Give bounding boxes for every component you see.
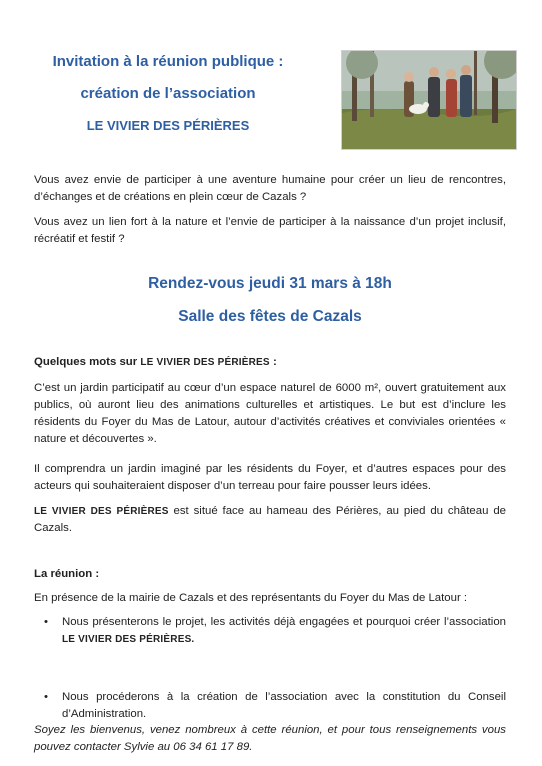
bullet-icon: • — [44, 616, 48, 628]
meeting-bullet-1-name: LE VIVIER DES PÉRIÈRES. — [62, 634, 195, 646]
meeting-bullet-1-text: Nous présenterons le projet, les activités déjà engagées et pourquoi créer l’association — [62, 616, 506, 628]
meeting-bullet-2-text: Nous procéderons à la création de l’association avec la constitution du Conseil d’Administration. — [62, 691, 506, 721]
rendezvous-place: Salle des fêtes de Cazals — [178, 308, 362, 325]
meeting-heading: La réunion : — [34, 568, 100, 580]
meeting-bullet-2 — [34, 689, 506, 723]
about-heading — [34, 354, 506, 371]
about-paragraph-2: Il comprendra un jardin imaginé par les résidents du Foyer, et d’autres espaces pour des acteurs qui souhaiteraient disposer d’un terreau pour faire pousser leurs idées. — [34, 463, 506, 493]
intro-paragraph-2: Vous avez un lien fort à la nature et l’envie de participer à la naissance d’un projet inclusif, récréatif et festif ? — [34, 216, 506, 246]
about-paragraph-1: C’est un jardin participatif au cœur d’un espace naturel de 6000 m², ouvert gratuitement aux publics, où auront lieu des animations culturelles et artistiques. Le but est d’inclure les résidents du Foyer du Mas de Latour, autour d’activités créatives et conviviales orientées « nature et découvertes ». — [34, 382, 506, 446]
about-heading-prefix: Quelques mots sur — [34, 356, 141, 368]
rendezvous-date: Rendez-vous jeudi 31 mars à 18h — [148, 275, 392, 292]
about-paragraph-3-name: LE VIVIER DES PÉRIÈRES — [34, 506, 169, 517]
association-name-title: LE VIVIER DES PÉRIÈRES — [86, 118, 250, 133]
photo-illustration — [342, 51, 516, 149]
about-heading-name: LE VIVIER DES PÉRIÈRES — [140, 357, 270, 368]
title-line-1: Invitation à la réunion publique : — [52, 53, 284, 70]
invitation-title — [18, 52, 318, 148]
meeting-bullet-1 — [34, 614, 506, 648]
intro-paragraph-1: Vous avez envie de participer à une aventure humaine pour créer un lieu de rencontres, d’échanges et de créations en plein cœur de Cazals ? — [34, 174, 506, 204]
about-paragraph-3 — [34, 503, 506, 537]
meeting-intro: En présence de la mairie de Cazals et des représentants du Foyer du Mas de Latour : — [34, 592, 468, 604]
about-heading-suffix: : — [269, 356, 277, 368]
about-paragraph-3-text: est situé face au hameau des Périères, au pied du château de Cazals. — [34, 505, 506, 535]
group-outdoor-photo — [341, 50, 517, 150]
title-line-2: création de l’association — [80, 85, 256, 102]
bullet-icon: • — [44, 691, 48, 704]
closing-contact: Soyez les bienvenus, venez nombreux à cette réunion, et pour tous renseignements vous pouvez contacter Sylvie au 06 34 61 17 89. — [34, 724, 506, 754]
